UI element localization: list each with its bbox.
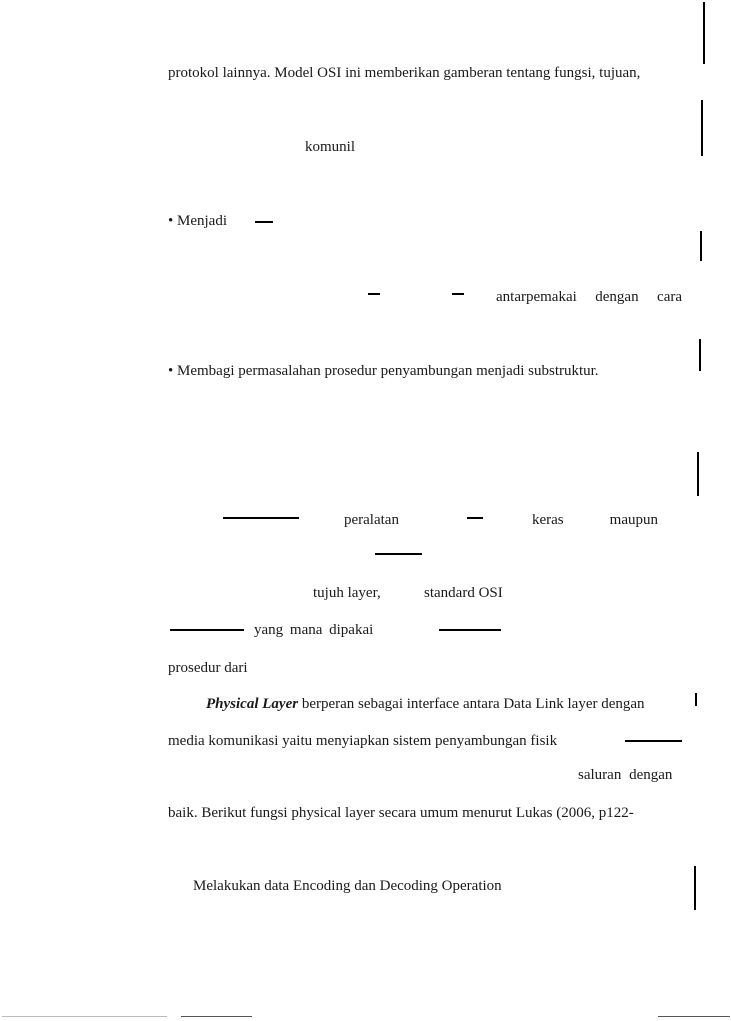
text-line-13: baik. Berikut fungsi physical layer secara umum menurut Lukas (2006, p122-	[168, 805, 634, 821]
text-line-2: komunil	[305, 139, 356, 155]
redaction-dash	[625, 740, 682, 742]
margin-bar	[694, 866, 696, 910]
paragraph-physical-layer	[206, 697, 645, 712]
text-line-9: prosedur dari	[168, 660, 248, 676]
margin-bar	[703, 2, 705, 64]
text-line-12: saluran dengan	[578, 767, 673, 783]
margin-bar	[697, 452, 699, 496]
margin-bar	[699, 339, 701, 371]
word: tujuh layer,	[313, 585, 381, 601]
word: keras	[532, 512, 564, 528]
bullet-item-2: • Membagi permasalahan prosedur penyambungan menjadi substruktur.	[168, 363, 599, 379]
text-line-4	[496, 290, 682, 305]
list-item-1: Melakukan data Encoding dan Decoding Operation	[193, 878, 502, 894]
scan-artifact-line	[2, 1016, 167, 1017]
redaction-dash	[452, 293, 464, 295]
text-line	[168, 66, 682, 81]
word: peralatan	[344, 512, 399, 528]
redaction-dash	[375, 553, 422, 555]
text-line-11: media komunikasi yaitu menyiapkan sistem penyambungan fisik	[168, 733, 558, 749]
scan-artifact-line	[658, 1016, 730, 1017]
margin-bar	[701, 100, 703, 156]
text: berperan sebagai interface antara Data Link layer dengan	[301, 696, 645, 712]
redaction-dash	[223, 517, 299, 519]
word: maupun	[609, 512, 658, 528]
text-line-8: yang mana dipakai	[254, 622, 374, 638]
word: antarpemakai	[496, 289, 577, 305]
margin-bar	[700, 231, 702, 261]
term-physical-layer: Physical Layer	[206, 696, 299, 712]
redaction-dash	[170, 629, 244, 631]
text-line-6	[532, 513, 658, 528]
margin-bar	[695, 693, 697, 706]
redaction-dash	[467, 517, 483, 519]
redaction-dash	[255, 221, 273, 223]
redaction-dash	[439, 629, 501, 631]
word: dengan	[595, 289, 639, 305]
scan-artifact-line	[181, 1016, 252, 1017]
bullet-item-1: • Menjadi	[168, 213, 227, 229]
word: standard OSI	[424, 585, 503, 601]
word: cara	[657, 289, 682, 305]
text-line-1: protokol lainnya. Model OSI ini memberikan gamberan tentang fungsi, tujuan,	[168, 65, 641, 81]
redaction-dash	[368, 293, 380, 295]
